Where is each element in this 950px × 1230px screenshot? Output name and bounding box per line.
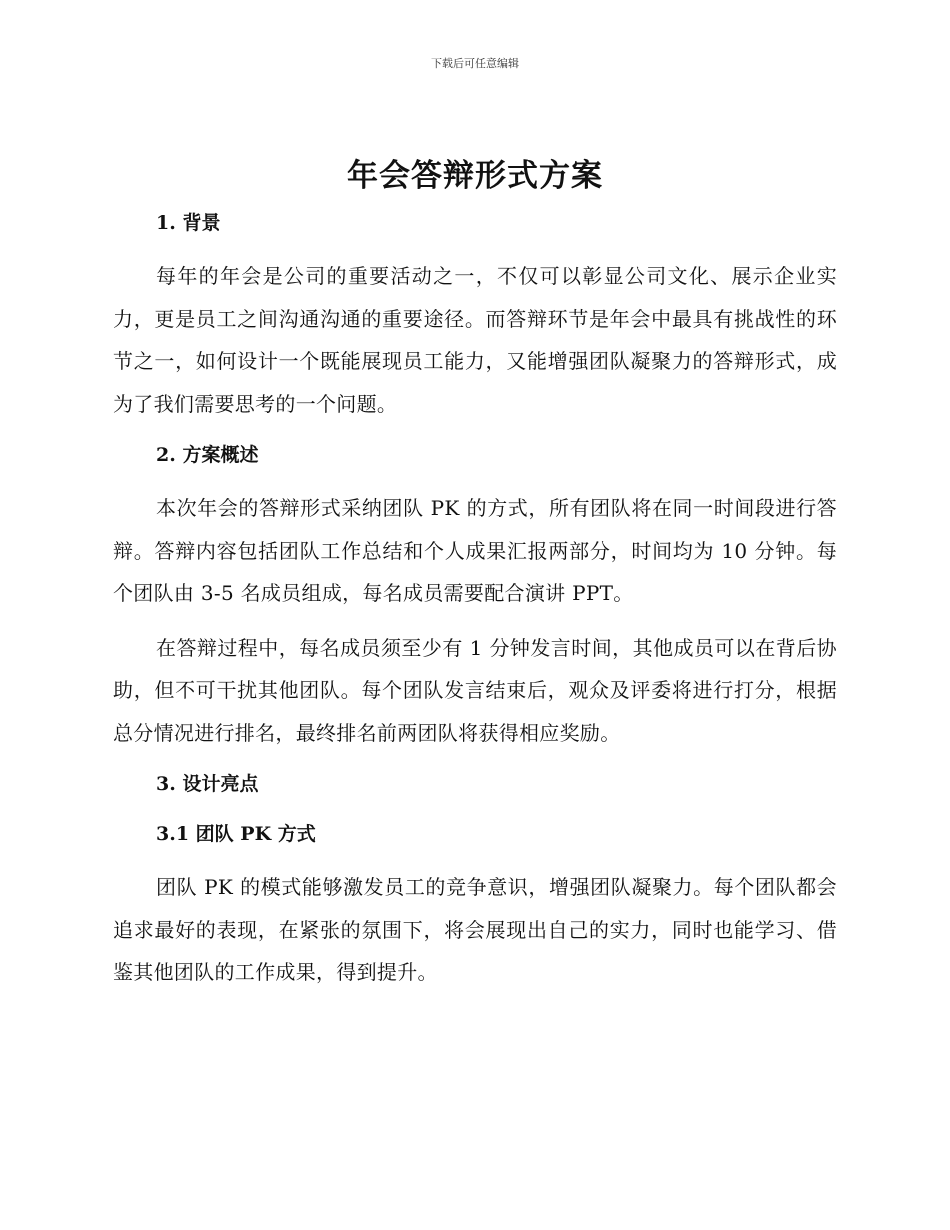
section-heading-overview: 2. 方案概述: [156, 444, 259, 466]
section-heading-background: 1. 背景: [156, 212, 221, 234]
subsection-heading-team-pk: 3.1 团队 PK 方式: [156, 823, 316, 845]
header-note: 下载后可任意编辑: [431, 57, 519, 70]
paragraph-background: 每年的年会是公司的重要活动之一，不仅可以彰显公司文化、展示企业实力，更是员工之间沟通沟通的重要途径。而答辩环节是年会中最具有挑战性的环节之一，如何设计一个既能展现员工能力，又能增强团队凝聚力的答辩形式，成为了我们需要思考的一个问题。: [113, 264, 837, 416]
document-body: [113, 205, 837, 994]
paragraph-overview-1: 本次年会的答辩形式采纳团队 PK 的方式，所有团队将在同一时间段进行答辩。答辩内容包括团队工作总结和个人成果汇报两部分，时间均为 10 分钟。每个团队由 3-5 名成员组成，每名成员需要配合演讲 PPT。: [113, 496, 837, 605]
page-title: 年会答辩形式方案: [347, 158, 603, 194]
paragraph-team-pk: 团队 PK 的模式能够激发员工的竞争意识，增强团队凝聚力。每个团队都会追求最好的表现，在紧张的氛围下，将会展现出自己的实力，同时也能学习、借鉴其他团队的工作成果，得到提升。: [113, 875, 837, 984]
section-heading-highlights: 3. 设计亮点: [156, 773, 259, 795]
paragraph-overview-2: 在答辩过程中，每名成员须至少有 1 分钟发言时间，其他成员可以在背后协助，但不可干扰其他团队。每个团队发言结束后，观众及评委将进行打分，根据总分情况进行排名，最终排名前两团队将获得相应奖励。: [113, 635, 837, 745]
